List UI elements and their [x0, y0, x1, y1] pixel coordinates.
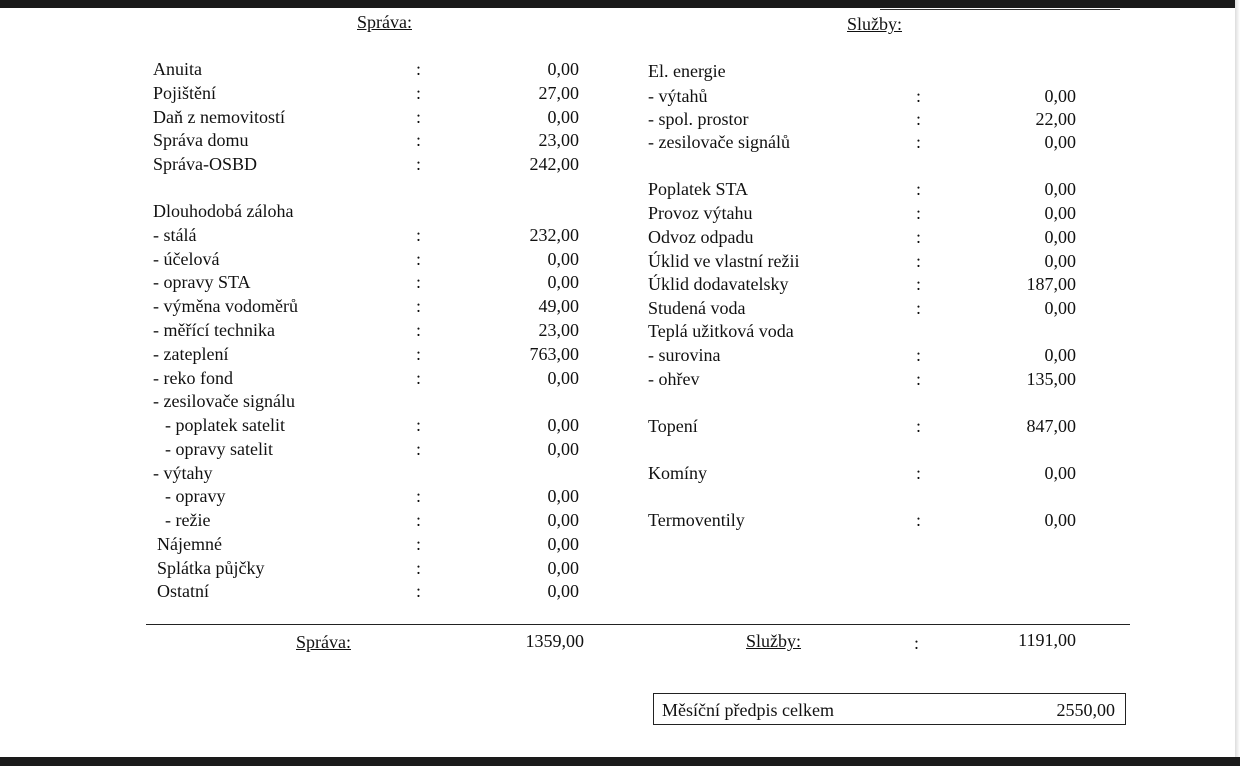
row-label: - zesilovače signálů [648, 132, 790, 152]
row-value: 0,00 [547, 59, 579, 79]
row-label: - měřící technika [153, 320, 275, 340]
row-colon: : [416, 344, 422, 364]
row-colon: : [916, 510, 922, 530]
row-colon: : [416, 486, 422, 506]
row-colon: : [916, 203, 922, 223]
row-label: Studená voda [648, 298, 746, 318]
row-label: Pojištění [153, 83, 217, 103]
row-colon: : [416, 83, 422, 103]
row-label: - stálá [153, 225, 197, 245]
row-label: - opravy satelit [165, 439, 273, 459]
sluzby-total-label: Služby: [746, 631, 802, 651]
row-label: - zateplení [153, 344, 229, 364]
frame-top-border [0, 0, 1240, 8]
row-label: - opravy STA [153, 272, 251, 292]
group-label: - zesilovače signálu [153, 391, 295, 411]
row-label: - ohřev [648, 369, 700, 389]
row-colon: : [416, 225, 422, 245]
row-colon: : [416, 272, 422, 292]
row-colon: : [916, 463, 922, 483]
row-colon: : [416, 107, 422, 127]
group-label: Dlouhodobá záloha [153, 201, 294, 221]
row-value: 0,00 [1044, 251, 1076, 271]
row-label: Ostatní [157, 581, 209, 601]
row-value: 23,00 [538, 130, 579, 150]
row-label: Odvoz odpadu [648, 227, 754, 247]
frame-bottom-border [0, 757, 1240, 766]
row-colon: : [916, 179, 922, 199]
row-label: - výměna vodoměrů [153, 296, 298, 316]
row-label: Úklid ve vlastní režii [648, 251, 800, 271]
row-value: 0,00 [547, 107, 579, 127]
totals-divider [146, 624, 1130, 625]
row-colon: : [916, 251, 922, 271]
row-colon: : [416, 296, 422, 316]
row-colon: : [416, 581, 422, 601]
row-value: 187,00 [1026, 274, 1076, 294]
row-colon: : [916, 227, 922, 247]
sluzby-total-value: 1191,00 [1018, 630, 1076, 650]
row-colon: : [916, 416, 922, 436]
row-colon: : [416, 249, 422, 269]
row-colon: : [416, 415, 422, 435]
row-colon: : [416, 59, 422, 79]
group-label: El. energie [648, 61, 726, 81]
row-label: Poplatek STA [648, 179, 749, 199]
row-colon: : [416, 154, 422, 174]
row-colon: : [416, 558, 422, 578]
row-label: Úklid dodavatelsky [648, 274, 789, 294]
row-colon: : [416, 534, 422, 554]
row-value: 0,00 [1044, 510, 1076, 530]
group-label: Teplá užitková voda [648, 321, 794, 341]
frame-right-edge [1235, 0, 1240, 766]
row-colon: : [416, 439, 422, 459]
row-value: 0,00 [547, 558, 579, 578]
row-colon: : [916, 109, 922, 129]
row-colon: : [416, 320, 422, 340]
row-label: Správa domu [153, 130, 249, 150]
row-colon: : [916, 132, 922, 152]
row-label: Nájemné [157, 534, 222, 554]
grand-total-box [653, 693, 1126, 725]
row-colon: : [416, 368, 422, 388]
row-label: - poplatek satelit [165, 415, 285, 435]
row-value: 0,00 [547, 272, 579, 292]
row-label: Anuita [153, 59, 202, 79]
row-value: 0,00 [1044, 463, 1076, 483]
sluzby-total-colon: : [914, 633, 920, 653]
row-value: 232,00 [529, 225, 579, 245]
row-value: 23,00 [538, 320, 579, 340]
row-colon: : [916, 86, 922, 106]
row-label: - opravy [165, 486, 226, 506]
grand-total-value: 2550,00 [1056, 700, 1115, 720]
row-value: 0,00 [547, 439, 579, 459]
row-value: 0,00 [1044, 298, 1076, 318]
sprava-total-label: Správa: [296, 632, 351, 652]
row-label: - spol. prostor [648, 109, 749, 129]
row-value: 763,00 [529, 344, 579, 364]
row-colon: : [916, 274, 922, 294]
row-value: 0,00 [1044, 179, 1076, 199]
row-label: Daň z nemovitostí [153, 107, 285, 127]
row-value: 27,00 [538, 83, 579, 103]
row-value: 0,00 [547, 510, 579, 530]
row-value: 0,00 [1044, 345, 1076, 365]
row-colon: : [416, 510, 422, 530]
row-value: 0,00 [547, 486, 579, 506]
sluzby-header: Služby: [847, 14, 903, 34]
row-value: 0,00 [547, 415, 579, 435]
row-value: 0,00 [547, 368, 579, 388]
row-label: Splátka půjčky [157, 558, 265, 578]
row-colon: : [916, 345, 922, 365]
row-value: 0,00 [547, 249, 579, 269]
row-value: 0,00 [1044, 203, 1076, 223]
row-value: 0,00 [1044, 86, 1076, 106]
row-colon: : [916, 298, 922, 318]
row-value: 49,00 [538, 296, 579, 316]
row-value: 0,00 [547, 581, 579, 601]
top-rule [880, 9, 1120, 10]
row-value: 0,00 [547, 534, 579, 554]
grand-total-label: Měsíční předpis celkem [662, 700, 834, 720]
row-value: 242,00 [529, 154, 579, 174]
group-label: - výtahy [153, 463, 213, 483]
row-label: Komíny [648, 463, 708, 483]
row-label: - výtahů [648, 86, 708, 106]
row-label: Provoz výtahu [648, 203, 753, 223]
row-value: 847,00 [1026, 416, 1076, 436]
row-label: Termoventily [648, 510, 745, 530]
row-label: - surovina [648, 345, 721, 365]
row-label: Topení [648, 416, 698, 436]
row-value: 135,00 [1026, 369, 1076, 389]
sprava-header: Správa: [357, 12, 412, 32]
row-value: 22,00 [1035, 109, 1076, 129]
row-value: 0,00 [1044, 227, 1076, 247]
row-label: - reko fond [153, 368, 233, 388]
row-label: Správa-OSBD [153, 154, 257, 174]
row-label: - účelová [153, 249, 220, 269]
sprava-total-value: 1359,00 [525, 631, 584, 651]
row-colon: : [916, 369, 922, 389]
row-label: - režie [165, 510, 211, 530]
row-value: 0,00 [1044, 132, 1076, 152]
row-colon: : [416, 130, 422, 150]
